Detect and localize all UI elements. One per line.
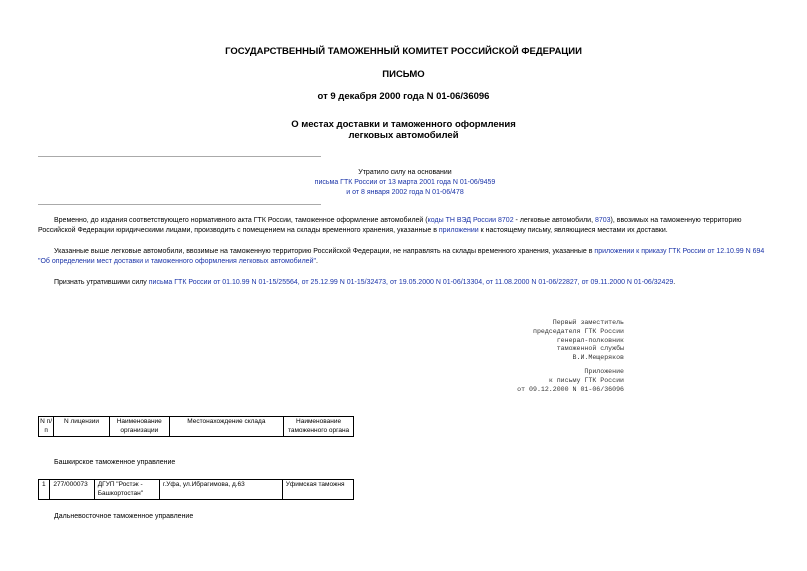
link-repealed-letters[interactable]: письма ГТК России от 01.10.99 N 01-15/25564, от 25.12.99 N 01-15/32473, от 19.05.2000 N 01-06/13304, от 11.08.2000 N 01-06/22827, от 09.11.2000 N 01-06/32429 [148, 279, 674, 286]
paragraph-3: Признать утратившими силу письма ГТК России от 01.10.99 N 01-15/25564, от 25.12.99 N 01-15/32473, от 19.05.2000 N 01-06/13304, от 11.08.2000 N 01-06/22827, от 09.11.2000 N 01-06/32429. [54, 279, 676, 286]
col-customs: Наименование таможенного органа [284, 417, 354, 437]
validity-status [300, 168, 510, 198]
col-organization: Наименование организации [109, 417, 169, 437]
status-prefix: Утратило силу на основании [358, 169, 452, 176]
table-row: 1 277/000073 ДГУП "Ростэк - Башкортостан" г.Уфа, ул.Ибрагимова, д.63 Уфимская таможня [39, 480, 354, 500]
warehouse-table-row [38, 479, 354, 500]
status-link-2[interactable]: и от 8 января 2002 года N 01-06/478 [346, 189, 464, 196]
table-header-row [39, 417, 354, 437]
subject-line-2: легковых автомобилей [348, 130, 459, 141]
document-type: ПИСЬМО [382, 69, 425, 80]
document-subject [0, 119, 807, 141]
link-tnved-8703[interactable]: 8703 [594, 217, 611, 224]
document-date-number: от 9 декабря 2000 года N 01-06/36096 [317, 91, 490, 102]
col-number: N п/п [39, 417, 54, 437]
divider-bottom [38, 204, 321, 205]
col-license: N лицензии [54, 417, 110, 437]
signatory-name: В.И.Мещеряков [572, 354, 624, 362]
col-location: Местонахождение склада [169, 417, 283, 437]
appendix-reference: Приложение к письму ГТК России от 09.12.2000 N 01-06/36096 [517, 368, 624, 393]
paragraph-2: Указанные выше легковые автомобили, ввозимые на таможенную территорию Российской Федерации, не направлять на склады временного хранения, указанные в приложении к приказу ГТК России от 12.10.99 N 694 "Об определении мест доставки и таможенного оформления легковых автомобилей". [38, 248, 765, 265]
subject-line-1: О местах доставки и таможенного оформления [291, 119, 516, 130]
issuer-heading: ГОСУДАРСТВЕННЫЙ ТАМОЖЕННЫЙ КОМИТЕТ РОССИЙСКОЙ ФЕДЕРАЦИИ [225, 46, 582, 57]
divider-top [38, 156, 321, 157]
link-appendix[interactable]: приложении [438, 227, 479, 234]
warehouse-table-header [38, 416, 354, 437]
link-tnved-8702[interactable]: коды ТН ВЭД России 8702 [427, 217, 514, 224]
signature-block: Первый заместитель председателя ГТК России генерал-полковник таможенной службы В.И.Мещеряков [460, 319, 624, 363]
status-link-1[interactable]: письма ГТК России от 13 марта 2001 года N 01-06/9459 [314, 179, 496, 186]
section-far-east: Дальневосточное таможенное управление [54, 513, 194, 520]
paragraph-1: Временно, до издания соответствующего нормативного акта ГТК России, таможенное оформление автомобилей (коды ТН ВЭД России 8702 - легковые автомобили, 8703), ввозимых на таможенную территорию Российской Федерации юридическими лицами, производить с помещением на склады временного хранения, указанные в приложении к настоящему письму, являющиеся местами их доставки. [38, 217, 742, 234]
link-order-694[interactable]: приложении к приказу ГТК России от 12.10.99 N 694 "Об определении мест доставки и таможенного оформления легковых автомобилей" [38, 248, 765, 265]
section-bashkir: Башкирское таможенное управление [54, 459, 176, 466]
